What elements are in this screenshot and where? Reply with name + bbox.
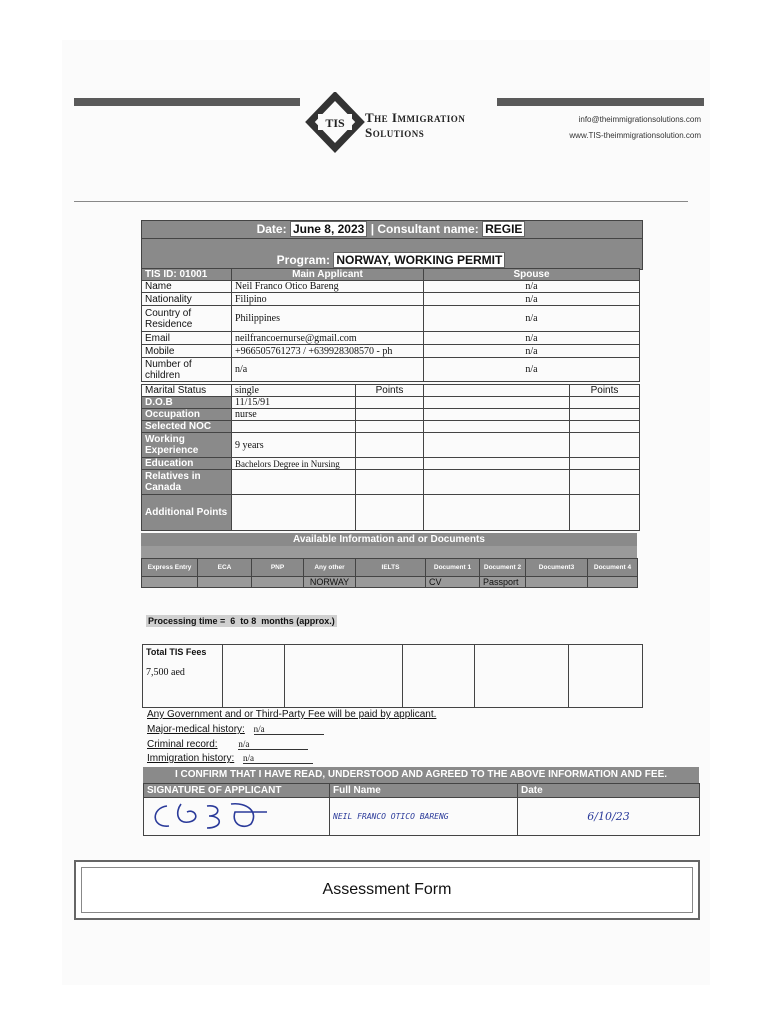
row-value: nurse: [232, 409, 356, 421]
fullname-header: Full Name: [330, 784, 518, 798]
row-spouse-value: n/a: [424, 306, 640, 332]
immigration-value: n/a: [243, 753, 313, 764]
row-main-value: n/a: [232, 358, 424, 382]
date-cell: [518, 798, 700, 836]
doc-value: [526, 577, 588, 588]
doc-header: Document3: [526, 559, 588, 577]
row-spouse-value: n/a: [424, 281, 640, 293]
summary-divider: [141, 238, 642, 239]
points-header: Points: [356, 385, 424, 397]
fee-cell: [569, 645, 643, 708]
header-divider: [74, 201, 688, 202]
row-label: Name: [142, 281, 232, 293]
marital-value: single: [232, 385, 356, 397]
doc-value: [588, 577, 638, 588]
header-bar-left: [74, 98, 300, 106]
doc-value: NORWAY: [304, 577, 356, 588]
points-cell: [356, 495, 424, 531]
medical-history: [147, 724, 324, 735]
row-value: Bachelors Degree in Nursing: [232, 458, 356, 470]
row-main-value: Philippines: [232, 306, 424, 332]
marital-label: Marital Status: [142, 385, 232, 397]
spouse-detail-cell: [424, 385, 570, 397]
table-row: [142, 332, 640, 345]
detail-table: [141, 384, 640, 531]
fullname-value: NEIL FRANCO OTICO BARENG: [333, 812, 449, 821]
company-name-line1: The Immigration: [365, 110, 466, 125]
criminal-label: Criminal record:: [147, 739, 218, 750]
documents-spacer: [141, 546, 637, 558]
row-label: Number of children: [142, 358, 232, 382]
table-row: [142, 385, 640, 397]
main-applicant-header: Main Applicant: [232, 269, 424, 281]
row-label: D.O.B: [142, 397, 232, 409]
table-row: [142, 409, 640, 421]
date-value: June 8, 2023: [290, 221, 367, 237]
contact-info: [505, 112, 701, 144]
spouse-points-cell: [570, 458, 640, 470]
confirmation-text: I CONFIRM THAT I HAVE READ, UNDERSTOOD AND AGREED TO THE ABOVE INFORMATION AND FEE.: [143, 767, 699, 783]
signature-header: SIGNATURE OF APPLICANT: [144, 784, 330, 798]
gov-fee-note: Any Government and or Third-Party Fee will be paid by applicant.: [147, 709, 437, 720]
row-label: Relatives in Canada: [142, 470, 232, 495]
fee-cell: [475, 645, 569, 708]
company-name: [365, 110, 465, 140]
header-bar-right: [497, 98, 704, 106]
points-cell: [356, 433, 424, 458]
row-label: Email: [142, 332, 232, 345]
medical-label: Major-medical history:: [147, 724, 245, 735]
consultant-label: | Consultant name:: [370, 222, 479, 236]
spouse-points-cell: [570, 495, 640, 531]
fees-value: 7,500 aed: [146, 667, 185, 678]
spouse-points-cell: [570, 421, 640, 433]
row-label: Occupation: [142, 409, 232, 421]
documents-table: [141, 558, 638, 588]
date-header: Date: [518, 784, 700, 798]
summary-program-row: [141, 253, 641, 267]
spouse-header: Spouse: [424, 269, 640, 281]
doc-header: Document 1: [426, 559, 480, 577]
assessment-form-title: Assessment Form: [81, 867, 693, 913]
row-spouse-value: n/a: [424, 345, 640, 358]
table-row: [142, 421, 640, 433]
doc-header: Any other: [304, 559, 356, 577]
row-spouse-value: n/a: [424, 332, 640, 345]
doc-header: Document 2: [480, 559, 526, 577]
doc-value: CV: [426, 577, 480, 588]
row-main-value: Neil Franco Otico Bareng: [232, 281, 424, 293]
spouse-points-cell: [570, 409, 640, 421]
criminal-value: n/a: [238, 739, 308, 750]
row-main-value: neilfrancoernurse@gmail.com: [232, 332, 424, 345]
row-value: 11/15/91: [232, 397, 356, 409]
fees-table: [142, 644, 643, 708]
doc-value: [198, 577, 252, 588]
doc-value: Passport: [480, 577, 526, 588]
immigration-label: Immigration history:: [147, 753, 235, 764]
spouse-cell: [424, 421, 570, 433]
doc-value: [142, 577, 198, 588]
doc-header: PNP: [252, 559, 304, 577]
row-label: Working Experience: [142, 433, 232, 458]
table-row: [142, 458, 640, 470]
fee-cell: [403, 645, 475, 708]
spouse-cell: [424, 470, 570, 495]
fees-label: Total TIS Fees: [146, 647, 207, 657]
fullname-cell: [330, 798, 518, 836]
table-row: [142, 470, 640, 495]
table-row: [142, 358, 640, 382]
row-main-value: +966505761273 / +639928308570 - ph: [232, 345, 424, 358]
row-value: [232, 470, 356, 495]
spouse-cell: [424, 433, 570, 458]
points-cell: [356, 409, 424, 421]
points-cell: [356, 470, 424, 495]
doc-header: Express Entry: [142, 559, 198, 577]
table-row: [142, 345, 640, 358]
tis-id: TIS ID: 01001: [142, 269, 232, 281]
documents-title: Available Information and or Documents: [141, 533, 637, 546]
fee-cell: [285, 645, 403, 708]
table-row: [142, 433, 640, 458]
spouse-points-cell: [570, 397, 640, 409]
points-cell: [356, 397, 424, 409]
spouse-cell: [424, 495, 570, 531]
applicant-signature: [147, 798, 317, 832]
logo-text: TIS: [325, 116, 345, 130]
table-row: [142, 306, 640, 332]
row-label: Selected NOC: [142, 421, 232, 433]
fee-cell: [223, 645, 285, 708]
spouse-points-cell: [570, 470, 640, 495]
spouse-cell: [424, 458, 570, 470]
row-spouse-value: n/a: [424, 293, 640, 306]
doc-header: Document 4: [588, 559, 638, 577]
spouse-points-header: Points: [570, 385, 640, 397]
table-row: [142, 495, 640, 531]
criminal-record: [147, 739, 308, 750]
row-label: Nationality: [142, 293, 232, 306]
doc-value: [252, 577, 304, 588]
spouse-points-cell: [570, 433, 640, 458]
processing-time: Processing time = 6 to 8 months (approx.): [148, 616, 335, 626]
assessment-form-box: [74, 860, 700, 920]
table-row: [142, 281, 640, 293]
program-value: NORWAY, WORKING PERMIT: [333, 252, 505, 268]
immigration-history: [147, 753, 313, 764]
doc-value: [356, 577, 426, 588]
signature-cell: [144, 798, 330, 836]
table-row: [142, 397, 640, 409]
spouse-cell: [424, 397, 570, 409]
doc-header: ECA: [198, 559, 252, 577]
consultant-value: REGIE: [482, 221, 525, 237]
company-name-line2: Solutions: [365, 125, 425, 140]
points-cell: [356, 458, 424, 470]
date-value-handwritten: 6/10/23: [587, 810, 630, 823]
date-label: Date:: [256, 222, 287, 236]
applicant-table: [141, 268, 640, 382]
summary-date-row: [141, 222, 641, 236]
row-main-value: Filipino: [232, 293, 424, 306]
contact-email: info@theimmigrationsolutions.com: [578, 115, 701, 124]
row-label: Mobile: [142, 345, 232, 358]
row-spouse-value: n/a: [424, 358, 640, 382]
row-label: Country of Residence: [142, 306, 232, 332]
row-value: 9 years: [232, 433, 356, 458]
contact-website: www.TIS-theimmigrationsolution.com: [569, 131, 701, 140]
table-row: [142, 293, 640, 306]
program-label: Program:: [276, 253, 330, 267]
points-cell: [356, 421, 424, 433]
medical-value: n/a: [254, 724, 324, 735]
row-label: Education: [142, 458, 232, 470]
doc-header: IELTS: [356, 559, 426, 577]
signature-table: [143, 783, 700, 836]
spouse-cell: [424, 409, 570, 421]
row-value: [232, 421, 356, 433]
row-label: Additional Points: [142, 495, 232, 531]
row-value: [232, 495, 356, 531]
